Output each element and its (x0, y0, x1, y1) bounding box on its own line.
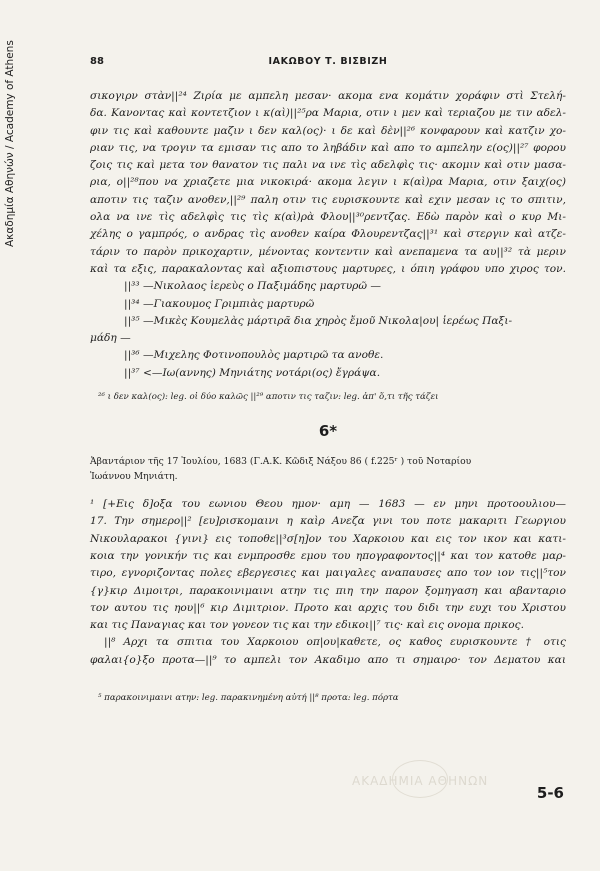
text-line: χέλης ο γαμπρός, ο ανδρας τὶς ανοθεν καίρα Φλουρεντζας||³¹ καὶ στεργιν καὶ ατζε- (90, 228, 566, 241)
text-line: {γ}κιρ Διμοιτρι, παρακοινιμαινι ατην τις πιη την παρον ξομηγαση και αβανταριο (90, 584, 566, 597)
signature-line: ||³⁶ —Μιχελης Φοτινοπουλὸς μαρτιρῶ τα ανοθε. (124, 349, 384, 362)
text-line: και τις Παναγιας και τον γονεον τις και την εδικοι||⁷ τις· καὶ εις ονομα πρικος. (90, 619, 524, 632)
running-head (90, 56, 566, 76)
signatures (90, 278, 566, 382)
corner-document-range: 5-6 (536, 784, 564, 802)
text-line: τιρο, εγνοριζοντας πολες εβεργεσιες και μαιγαλες αναπαυσες απο τον ιον τις||⁵τον (90, 567, 566, 580)
text-line: ριαν τις, να τρογιν τα εμισαν τις απο το ληβάδιν καὶ απο το αμπελην ε(ος)||²⁷ φορου (90, 141, 566, 154)
page-number: 88 (90, 56, 104, 67)
text-line: ζοις τις καὶ μετα τον θανατον τις παλι να ινε τὶς αδελφὶς τις· ακομιν καὶ οτιν μασα- (90, 159, 566, 172)
page (90, 56, 566, 705)
text-line: 17. Την σημερο||² [ευ]ρισκομαινι η καὶρ Ανεζα γινι του ποτε μακαριτι Γεωργιου (90, 515, 566, 528)
text-line: δα. Κανοντας καὶ κοντετζιον ι κ(αὶ)||²⁵ρα Μαρια, οτιν ι μεν καὶ τεριαζου με τιν αδελ- (90, 107, 566, 120)
text-line: φαλαι{ο}ξο προτα—||⁹ το αμπελι τον Ακαδιμο απο τι σημαιρο· τον Δεματου και (90, 653, 566, 666)
signature-line: ||³⁵ —Μικὲς Κουμελὰς μάρτιρᾶ δια χηρὸς ἔμοῦ Νικολα|ου| ἱερέως Παξι- (124, 314, 513, 327)
source-line: Ἀβαντάριον τῆς 17 Ἰουλίου, 1683 (Γ.Α.Κ. Κῶδιξ Νάξου 86 ( f.225ʳ ) τοῦ Νοταρίου (90, 456, 472, 468)
text-line: αποτιν τις ταζιν ανοθεν,||²⁹ παλη οτιν τις ευρισκουντε καὶ εχιν μεσαν ις το σπιτιν, (90, 193, 566, 206)
signature-line: μάδη — (90, 332, 131, 345)
text-line: ||⁸ Αρχι τα σπιτια του Χαρκοιου οπ|ου|καθετε, ος καθος ευρισκουντε † οτις (104, 636, 566, 649)
document-number: 6* (318, 422, 338, 441)
source-line: Ἰωάννου Μηνιάτη. (90, 471, 178, 483)
text-line: ¹ [+Εις δ]οξα του εωνιου Θεου ημον· αμη — 1683 — εν μηνι προτοουλιου— (90, 498, 566, 511)
side-credit: Ακαδημία Αθηνών / Academy of Athens (4, 40, 16, 247)
source-reference (90, 454, 566, 484)
apparatus-notes-5: ²⁶ ι δεν καλ(ος): leg. οἱ δύο καλῶς ||²⁹ αποτιν τις ταζιν: leg. ἀπ' ὅ,τι τῆς τάζει (98, 392, 439, 403)
apparatus-notes-6: ⁵ παρακοινιμαινι ατην: leg. παρακινημένη αὐτή ||⁸ προτα: leg. πόρτα (98, 693, 399, 704)
text-line: Νικουλαρακοι {γινι} εις τοποθε||³σ[η]ον του Χαρκοιου και εις τον ικον και κατι- (90, 532, 566, 545)
watermark: ΑΚΑΔΗΜΙΑ ΑΘΗΝΩΝ (352, 774, 489, 788)
document-5-text (90, 88, 566, 278)
document-6-text (90, 496, 566, 669)
text-line: φιν τις καὶ καθουντε μαζιν ι δεν καλ(ος)· ι δε καὶ δὲν||²⁶ κονφαρουν καὶ κατζιν χο- (90, 124, 566, 137)
running-title: ΙΑΚΩΒΟΥ Τ. ΒΙΣΒΙΖΗ (268, 56, 388, 67)
text-line: κοια την γονικήν τις και ενμπροσθε εμου του ηπογραφοντος||⁴ και τον κατοθε μαρ- (90, 549, 566, 562)
text-line: ρια, ο||²⁸που να χριαζετε μια νικοκιρά· ακομα λεγιν ι κ(αὶ)ρα Μαρια, οτιν ξαιχ(ος) (90, 176, 566, 189)
text-line: τον αυτου τις ηου||⁶ κιρ Διμιτριον. Προτο και αρχις του διδι την ευχι του Χριστου (90, 601, 566, 614)
text-line: καὶ τα εξις, παρακαλοντας καὶ αξιοπιστους μαρτυρες, ι όπιη γράφου υπο χιρος τον. (90, 262, 566, 275)
text-line: ολα να ινε τὶς αδελφὶς τις τὶς κ(αὶ)ρὰ Φλου||³⁰ρεντζας. Εδὼ παρὸν καὶ ο κυρ Μι- (90, 211, 566, 224)
text-line: τάριν το παρὸν πρικοχαρτιν, μένοντας κοντεντιν καὶ ανεπαμενα τα αυ||³² τὰ μεριν (90, 245, 566, 258)
signature-line: ||³⁷ <—Ιω(αννης) Μηνιάτης νοτάρι(ος) ἔγράψα. (124, 366, 381, 379)
text-line: σικογιρν στὰν||²⁴ Ζιρία με αμπελη μεσαν· ακομα ενα κομάτιν χοράφιν στὶ Στελή- (90, 90, 566, 102)
signature-line: ||³³ —Νικολαος ἱερεὺς ο Παξιμάδης μαρτυρῶ — (124, 280, 381, 293)
signature-line: ||³⁴ —Γιακουμος Γριμπιὰς μαρτυρῶ (124, 297, 315, 310)
